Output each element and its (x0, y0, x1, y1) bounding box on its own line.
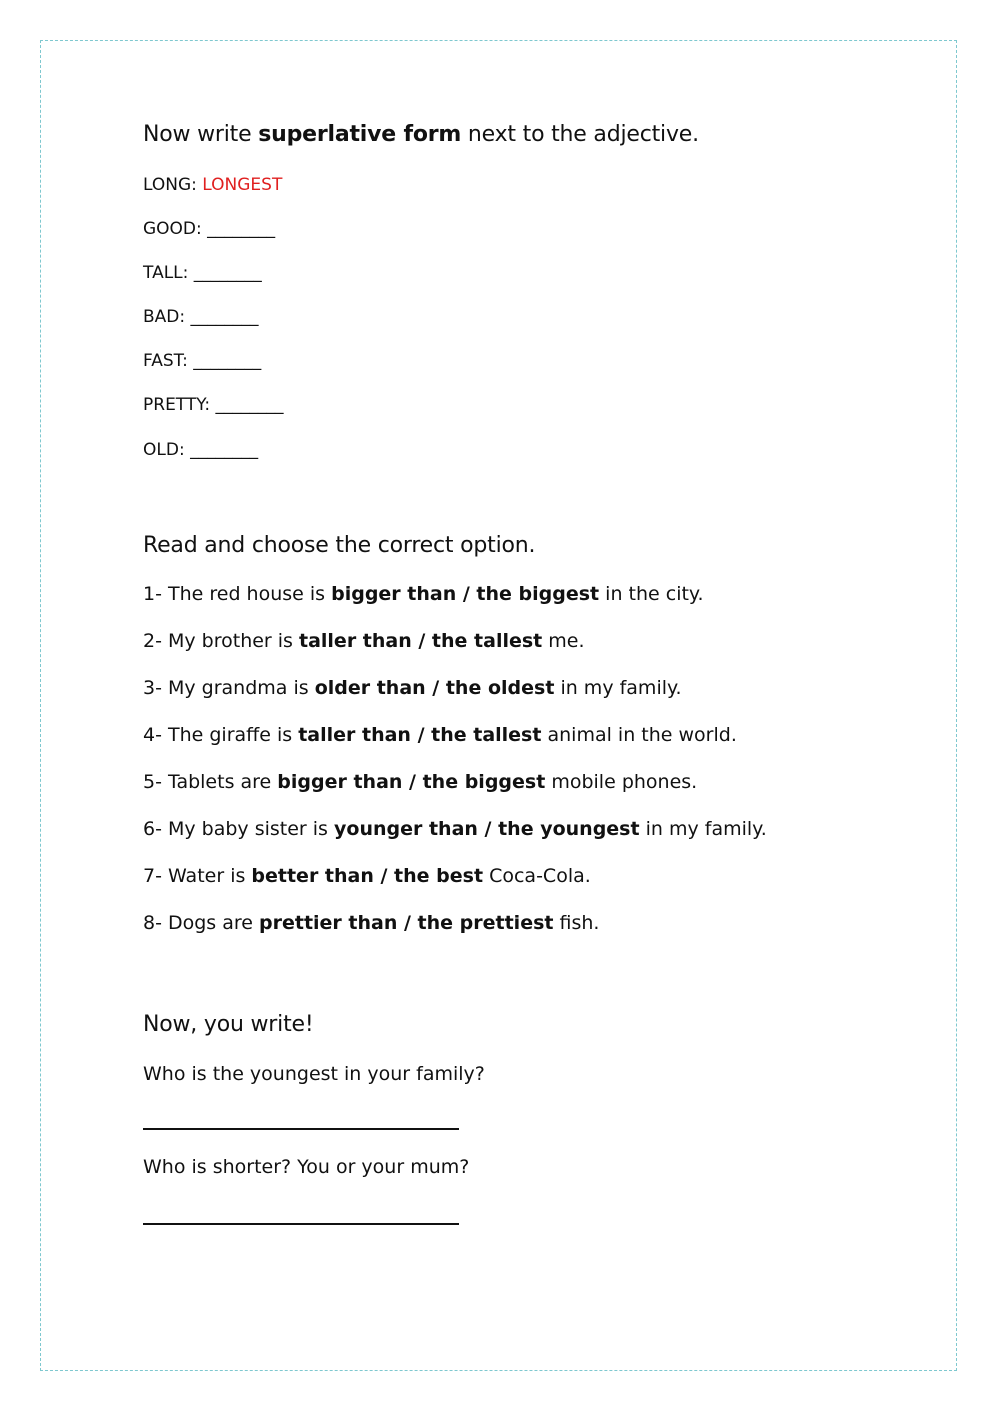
adjective-item-bad: BAD: ________ (143, 307, 259, 327)
section2-heading: Read and choose the correct option. (143, 533, 536, 558)
adjective-item-pretty: PRETTY: ________ (143, 395, 284, 415)
sentence-item: 1- The red house is bigger than / the biggest in the city. (143, 583, 704, 605)
answer-blank[interactable]: ________ (193, 263, 262, 283)
option-choice[interactable]: bigger than / the biggest (331, 583, 600, 605)
sentence-item: 3- My grandma is older than / the oldest in my family. (143, 677, 682, 699)
sentence-item: 2- My brother is taller than / the tallest me. (143, 630, 585, 652)
sentence-item: 6- My baby sister is younger than / the youngest in my family. (143, 818, 767, 840)
option-choice[interactable]: prettier than / the prettiest (259, 912, 554, 934)
section1-heading: Now write superlative form next to the adjective. (143, 122, 699, 147)
adjective-item-long: LONG: LONGEST (143, 175, 283, 195)
adjective-item-tall: TALL: ________ (143, 263, 262, 283)
answer-line[interactable] (143, 1223, 459, 1225)
sentence-item: 8- Dogs are prettier than / the prettiest fish. (143, 912, 600, 934)
sentence-item: 7- Water is better than / the best Coca-Cola. (143, 865, 591, 887)
adjective-item-fast: FAST: ________ (143, 351, 262, 371)
answer-blank[interactable]: ________ (193, 351, 262, 371)
adjective-item-good: GOOD: ________ (143, 219, 276, 239)
option-choice[interactable]: younger than / the youngest (334, 818, 640, 840)
sentence-item: 4- The giraffe is taller than / the tallest animal in the world. (143, 724, 737, 746)
answer-blank[interactable]: ________ (215, 395, 284, 415)
section3-heading: Now, you write! (143, 1012, 314, 1037)
answer-blank[interactable]: ________ (190, 307, 259, 327)
option-choice[interactable]: better than / the best (251, 865, 484, 887)
option-choice[interactable]: older than / the oldest (314, 677, 555, 699)
answer-blank[interactable]: ________ (207, 219, 276, 239)
sentence-item: 5- Tablets are bigger than / the biggest mobile phones. (143, 771, 698, 793)
question-shorter: Who is shorter? You or your mum? (143, 1156, 470, 1178)
adjective-item-old: OLD: ________ (143, 440, 259, 460)
option-choice[interactable]: bigger than / the biggest (277, 771, 546, 793)
question-youngest: Who is the youngest in your family? (143, 1063, 485, 1085)
option-choice[interactable]: taller than / the tallest (299, 630, 543, 652)
option-choice[interactable]: taller than / the tallest (298, 724, 542, 746)
answer-line[interactable] (143, 1128, 459, 1130)
answer-blank[interactable]: ________ (190, 440, 259, 460)
